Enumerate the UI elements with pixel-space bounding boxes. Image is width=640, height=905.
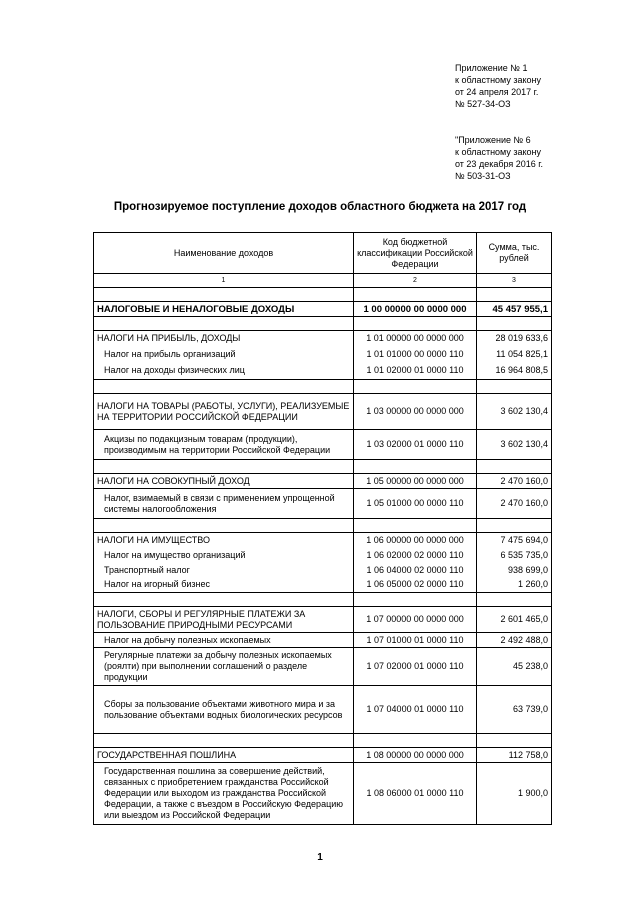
revenue-table bbox=[93, 232, 552, 825]
row-sum: 3 602 130,4 bbox=[477, 394, 552, 430]
row-sum: 45 457 955,1 bbox=[477, 302, 552, 317]
row-name: НАЛОГИ НА ПРИБЫЛЬ, ДОХОДЫ bbox=[94, 331, 354, 346]
row-code: 1 07 00000 00 0000 000 bbox=[354, 607, 477, 633]
row-code: 1 05 00000 00 0000 000 bbox=[354, 474, 477, 489]
column-numbers-row bbox=[94, 274, 552, 288]
row-code: 1 03 00000 00 0000 000 bbox=[354, 394, 477, 430]
header-sum: Сумма, тыс. рублей bbox=[477, 233, 552, 274]
annex-note-6: "Приложение № 6 к областному закону от 23 декабря 2016 г. № 503-31-ОЗ bbox=[455, 135, 543, 181]
col-number: 1 bbox=[94, 274, 354, 288]
row-code: 1 01 01000 00 0000 110 bbox=[354, 346, 477, 363]
row-sum: 28 019 633,6 bbox=[477, 331, 552, 346]
row-name: Налог, взимаемый в связи с применением упрощенной системы налогообложения bbox=[94, 489, 354, 519]
row-name: ГОСУДАРСТВЕННАЯ ПОШЛИНА bbox=[94, 748, 354, 763]
table-row bbox=[94, 533, 552, 548]
row-sum: 16 964 808,5 bbox=[477, 363, 552, 380]
row-code: 1 06 02000 02 0000 110 bbox=[354, 548, 477, 563]
row-name: Сборы за пользование объектами животного мира и за пользование объектами водных биологических ресурсов bbox=[94, 686, 354, 734]
row-sum: 2 601 465,0 bbox=[477, 607, 552, 633]
row-sum: 1 900,0 bbox=[477, 763, 552, 825]
row-code: 1 06 00000 00 0000 000 bbox=[354, 533, 477, 548]
table-header bbox=[94, 233, 552, 274]
row-code: 1 00 00000 00 0000 000 bbox=[354, 302, 477, 317]
row-sum: 6 535 735,0 bbox=[477, 548, 552, 563]
col-number: 3 bbox=[477, 274, 552, 288]
row-name: Налог на доходы физических лиц bbox=[94, 363, 354, 380]
row-name: Регулярные платежи за добычу полезных ископаемых (роялти) при выполнении соглашений о разделе продукции bbox=[94, 648, 354, 686]
table-row bbox=[94, 489, 552, 519]
row-name: Налог на добычу полезных ископаемых bbox=[94, 633, 354, 648]
annex-note-1: Приложение № 1 к областному закону от 24 апреля 2017 г. № 527-34-ОЗ bbox=[455, 63, 541, 109]
page-title: Прогнозируемое поступление доходов областного бюджета на 2017 год bbox=[113, 201, 527, 213]
row-sum: 63 739,0 bbox=[477, 686, 552, 734]
row-code: 1 07 01000 01 0000 110 bbox=[354, 633, 477, 648]
row-name: НАЛОГИ НА ИМУЩЕСТВО bbox=[94, 533, 354, 548]
table-row bbox=[94, 748, 552, 763]
table-row bbox=[94, 363, 552, 380]
table-row bbox=[94, 394, 552, 430]
table-row bbox=[94, 563, 552, 578]
table-row bbox=[94, 686, 552, 734]
row-sum: 2 470 160,0 bbox=[477, 489, 552, 519]
row-code: 1 06 04000 02 0000 110 bbox=[354, 563, 477, 578]
row-sum: 2 492 488,0 bbox=[477, 633, 552, 648]
row-code: 1 01 00000 00 0000 000 bbox=[354, 331, 477, 346]
table-row bbox=[94, 763, 552, 825]
row-name: НАЛОГИ, СБОРЫ И РЕГУЛЯРНЫЕ ПЛАТЕЖИ ЗА ПОЛЬЗОВАНИЕ ПРИРОДНЫМИ РЕСУРСАМИ bbox=[94, 607, 354, 633]
col-number: 2 bbox=[354, 274, 477, 288]
row-code: 1 01 02000 01 0000 110 bbox=[354, 363, 477, 380]
row-name: Акцизы по подакцизным товарам (продукции), производимым на территории Российской Федерации bbox=[94, 430, 354, 460]
row-name: Государственная пошлина за совершение действий, связанных с приобретением гражданства Российской Федерации или выходом из гражданства Российской Федерации, а также с въездом в Российскую Федерацию или выездом из Российской Федерации bbox=[94, 763, 354, 825]
row-code: 1 07 02000 01 0000 110 bbox=[354, 648, 477, 686]
row-code: 1 03 02000 01 0000 110 bbox=[354, 430, 477, 460]
row-name: Транспортный налог bbox=[94, 563, 354, 578]
row-sum: 112 758,0 bbox=[477, 748, 552, 763]
table-row bbox=[94, 346, 552, 363]
header-code: Код бюджетной классификации Российской Федерации bbox=[354, 233, 477, 274]
table-row bbox=[94, 430, 552, 460]
row-sum: 7 475 694,0 bbox=[477, 533, 552, 548]
row-sum: 45 238,0 bbox=[477, 648, 552, 686]
row-name: НАЛОГОВЫЕ И НЕНАЛОГОВЫЕ ДОХОДЫ bbox=[94, 302, 354, 317]
row-sum: 3 602 130,4 bbox=[477, 430, 552, 460]
row-sum: 11 054 825,1 bbox=[477, 346, 552, 363]
row-name: НАЛОГИ НА ТОВАРЫ (РАБОТЫ, УСЛУГИ), РЕАЛИЗУЕМЫЕ НА ТЕРРИТОРИИ РОССИЙСКОЙ ФЕДЕРАЦИИ bbox=[94, 394, 354, 430]
row-name: Налог на прибыль организаций bbox=[94, 346, 354, 363]
row-code: 1 05 01000 00 0000 110 bbox=[354, 489, 477, 519]
table-row bbox=[94, 633, 552, 648]
row-code: 1 06 05000 02 0000 110 bbox=[354, 578, 477, 593]
page-number: 1 bbox=[317, 852, 323, 863]
row-code: 1 08 00000 00 0000 000 bbox=[354, 748, 477, 763]
table-row bbox=[94, 548, 552, 563]
table-row bbox=[94, 331, 552, 346]
row-name: Налог на имущество организаций bbox=[94, 548, 354, 563]
row-code: 1 08 06000 01 0000 110 bbox=[354, 763, 477, 825]
row-sum: 1 260,0 bbox=[477, 578, 552, 593]
row-sum: 938 699,0 bbox=[477, 563, 552, 578]
header-name: Наименование доходов bbox=[94, 233, 354, 274]
row-sum: 2 470 160,0 bbox=[477, 474, 552, 489]
table-row bbox=[94, 607, 552, 633]
table-row bbox=[94, 302, 552, 317]
table-row bbox=[94, 578, 552, 593]
row-name: НАЛОГИ НА СОВОКУПНЫЙ ДОХОД bbox=[94, 474, 354, 489]
table-row bbox=[94, 648, 552, 686]
row-name: Налог на игорный бизнес bbox=[94, 578, 354, 593]
table-row bbox=[94, 474, 552, 489]
row-code: 1 07 04000 01 0000 110 bbox=[354, 686, 477, 734]
